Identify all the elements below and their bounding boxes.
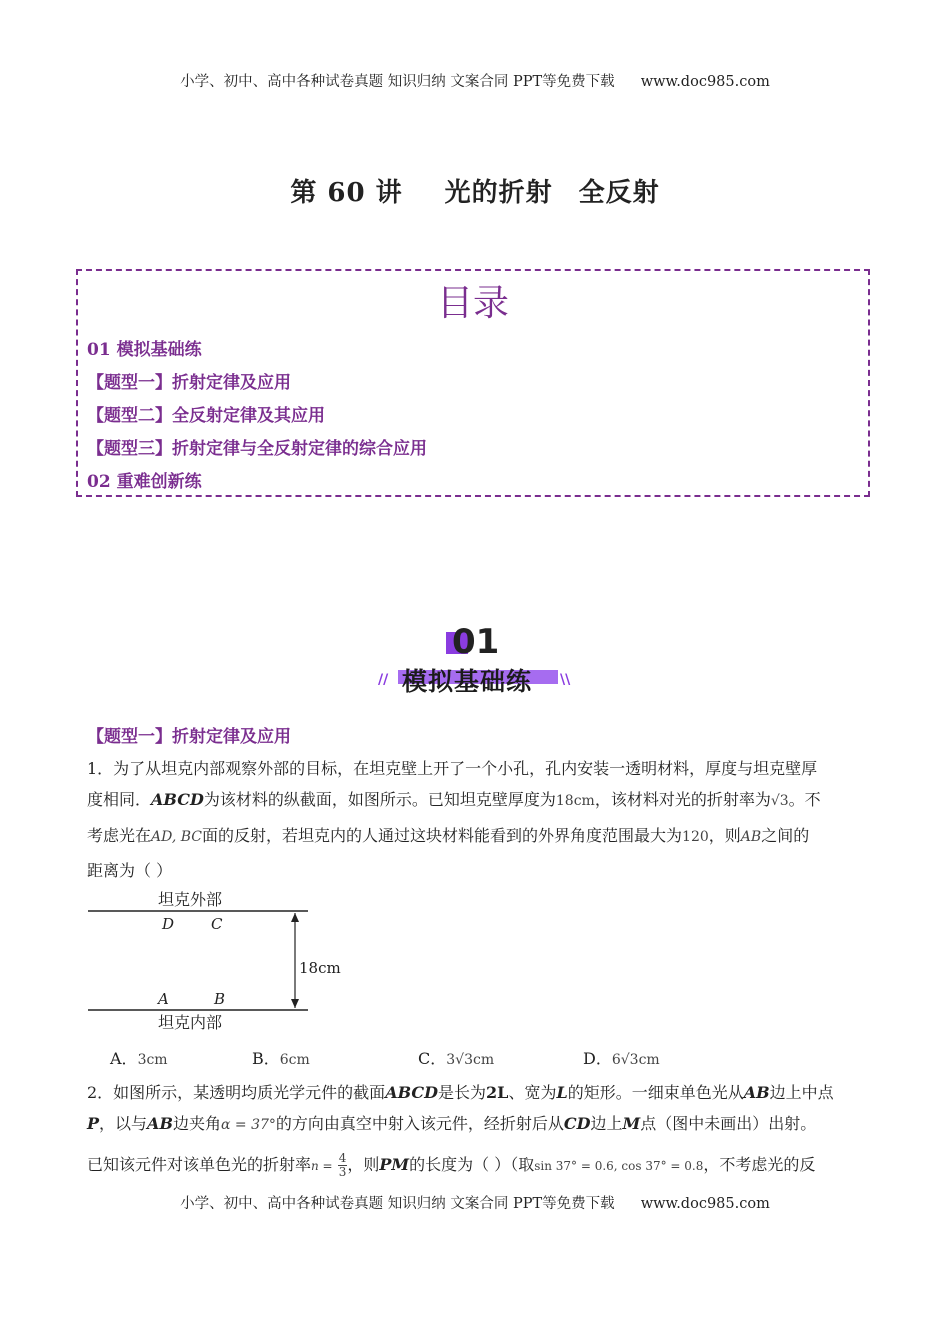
header-text: 小学、初中、高中各种试卷真题 知识归纳 文案合同 PPT等免费下载 xyxy=(180,74,615,90)
fig-label-A: A xyxy=(158,990,169,1008)
toc-heading: 目录 xyxy=(436,283,509,324)
footer-text: 小学、初中、高中各种试卷真题 知识归纳 文案合同 PPT等免费下载 xyxy=(180,1196,615,1212)
fig-top-label: 坦克外部 xyxy=(158,890,223,909)
q1-line3: 考虑光在AD, BC面的反射，若坦克内的人通过这块材料能看到的外界角度范围最大为120，则AB之间的 xyxy=(87,826,810,845)
fig-bottom-label: 坦克内部 xyxy=(158,1013,223,1032)
section-heading: 【题型一】折射定律及应用 xyxy=(87,727,291,747)
section-badge xyxy=(376,618,576,698)
fig-arrow-up xyxy=(291,913,299,922)
page-footer xyxy=(0,1192,950,1213)
q1-figure xyxy=(86,888,356,1038)
fig-label-C: C xyxy=(211,915,223,933)
footer-site[interactable]: www.doc985.com xyxy=(640,1196,770,1212)
toc-item[interactable]: 02 重难创新练 xyxy=(87,472,202,492)
page-title xyxy=(0,172,950,209)
q2-line3: 已知该元件对该单色光的折射率n = $\frac{4}{3}$ ，则PM的长度为（ ）（取sin 37° = 0.6, cos 37° = 0.8，不考虑光的反 xyxy=(87,1151,816,1179)
toc-item[interactable]: 【题型二】全反射定律及其应用 xyxy=(87,406,325,426)
option-c[interactable]: C．3√3cm xyxy=(418,1049,495,1068)
q1-line4: 距离为（ ） xyxy=(87,861,173,880)
toc-item[interactable]: 【题型一】折射定律及应用 xyxy=(87,373,291,393)
header-site[interactable]: www.doc985.com xyxy=(640,74,770,90)
fraction: $\frac{4}{3}$ xyxy=(338,1151,347,1179)
option-a[interactable]: A．3cm xyxy=(110,1049,168,1068)
q1-line2: 度相同．ABCD为该材料的纵截面，如图所示。已知坦克壁厚度为18cm，该材料对光的折射率为√3。不 xyxy=(87,790,821,809)
toc-item[interactable]: 01 模拟基础练 xyxy=(87,340,202,360)
slash-decoration-left: // xyxy=(378,672,389,688)
q2-line1: 2．如图所示，某透明均质光学元件的截面ABCD是长为2L、宽为L的矩形。一细束单色光从AB边上中点 xyxy=(87,1083,834,1102)
option-b[interactable]: B．6cm xyxy=(252,1049,310,1068)
badge-label: 模拟基础练 xyxy=(402,667,533,696)
fig-label-B: B xyxy=(214,990,226,1008)
q2-line2: P，以与AB边夹角α = 37°的方向由真空中射入该元件，经折射后从CD边上M点（图中未画出）出射。 xyxy=(87,1114,817,1133)
option-d[interactable]: D．6√3cm xyxy=(583,1049,660,1068)
title-topic-1: 光的折射 xyxy=(444,178,553,208)
table-of-contents xyxy=(76,269,870,497)
title-lecture: 第 60 讲 xyxy=(290,178,403,208)
fig-arrow-down xyxy=(291,999,299,1008)
fig-thickness: 18cm xyxy=(299,959,341,977)
toc-item[interactable]: 【题型三】折射定律与全反射定律的综合应用 xyxy=(87,439,427,459)
fig-label-D: D xyxy=(162,915,175,933)
title-topic-2: 全反射 xyxy=(578,178,660,208)
q1-line1: 1．为了从坦克内部观察外部的目标，在坦克壁上开了一个小孔，孔内安装一透明材料，厚度与坦克壁厚 xyxy=(87,759,818,778)
badge-number: 01 xyxy=(452,622,500,662)
page-header xyxy=(0,70,950,91)
slash-decoration-right: \\ xyxy=(560,672,571,688)
